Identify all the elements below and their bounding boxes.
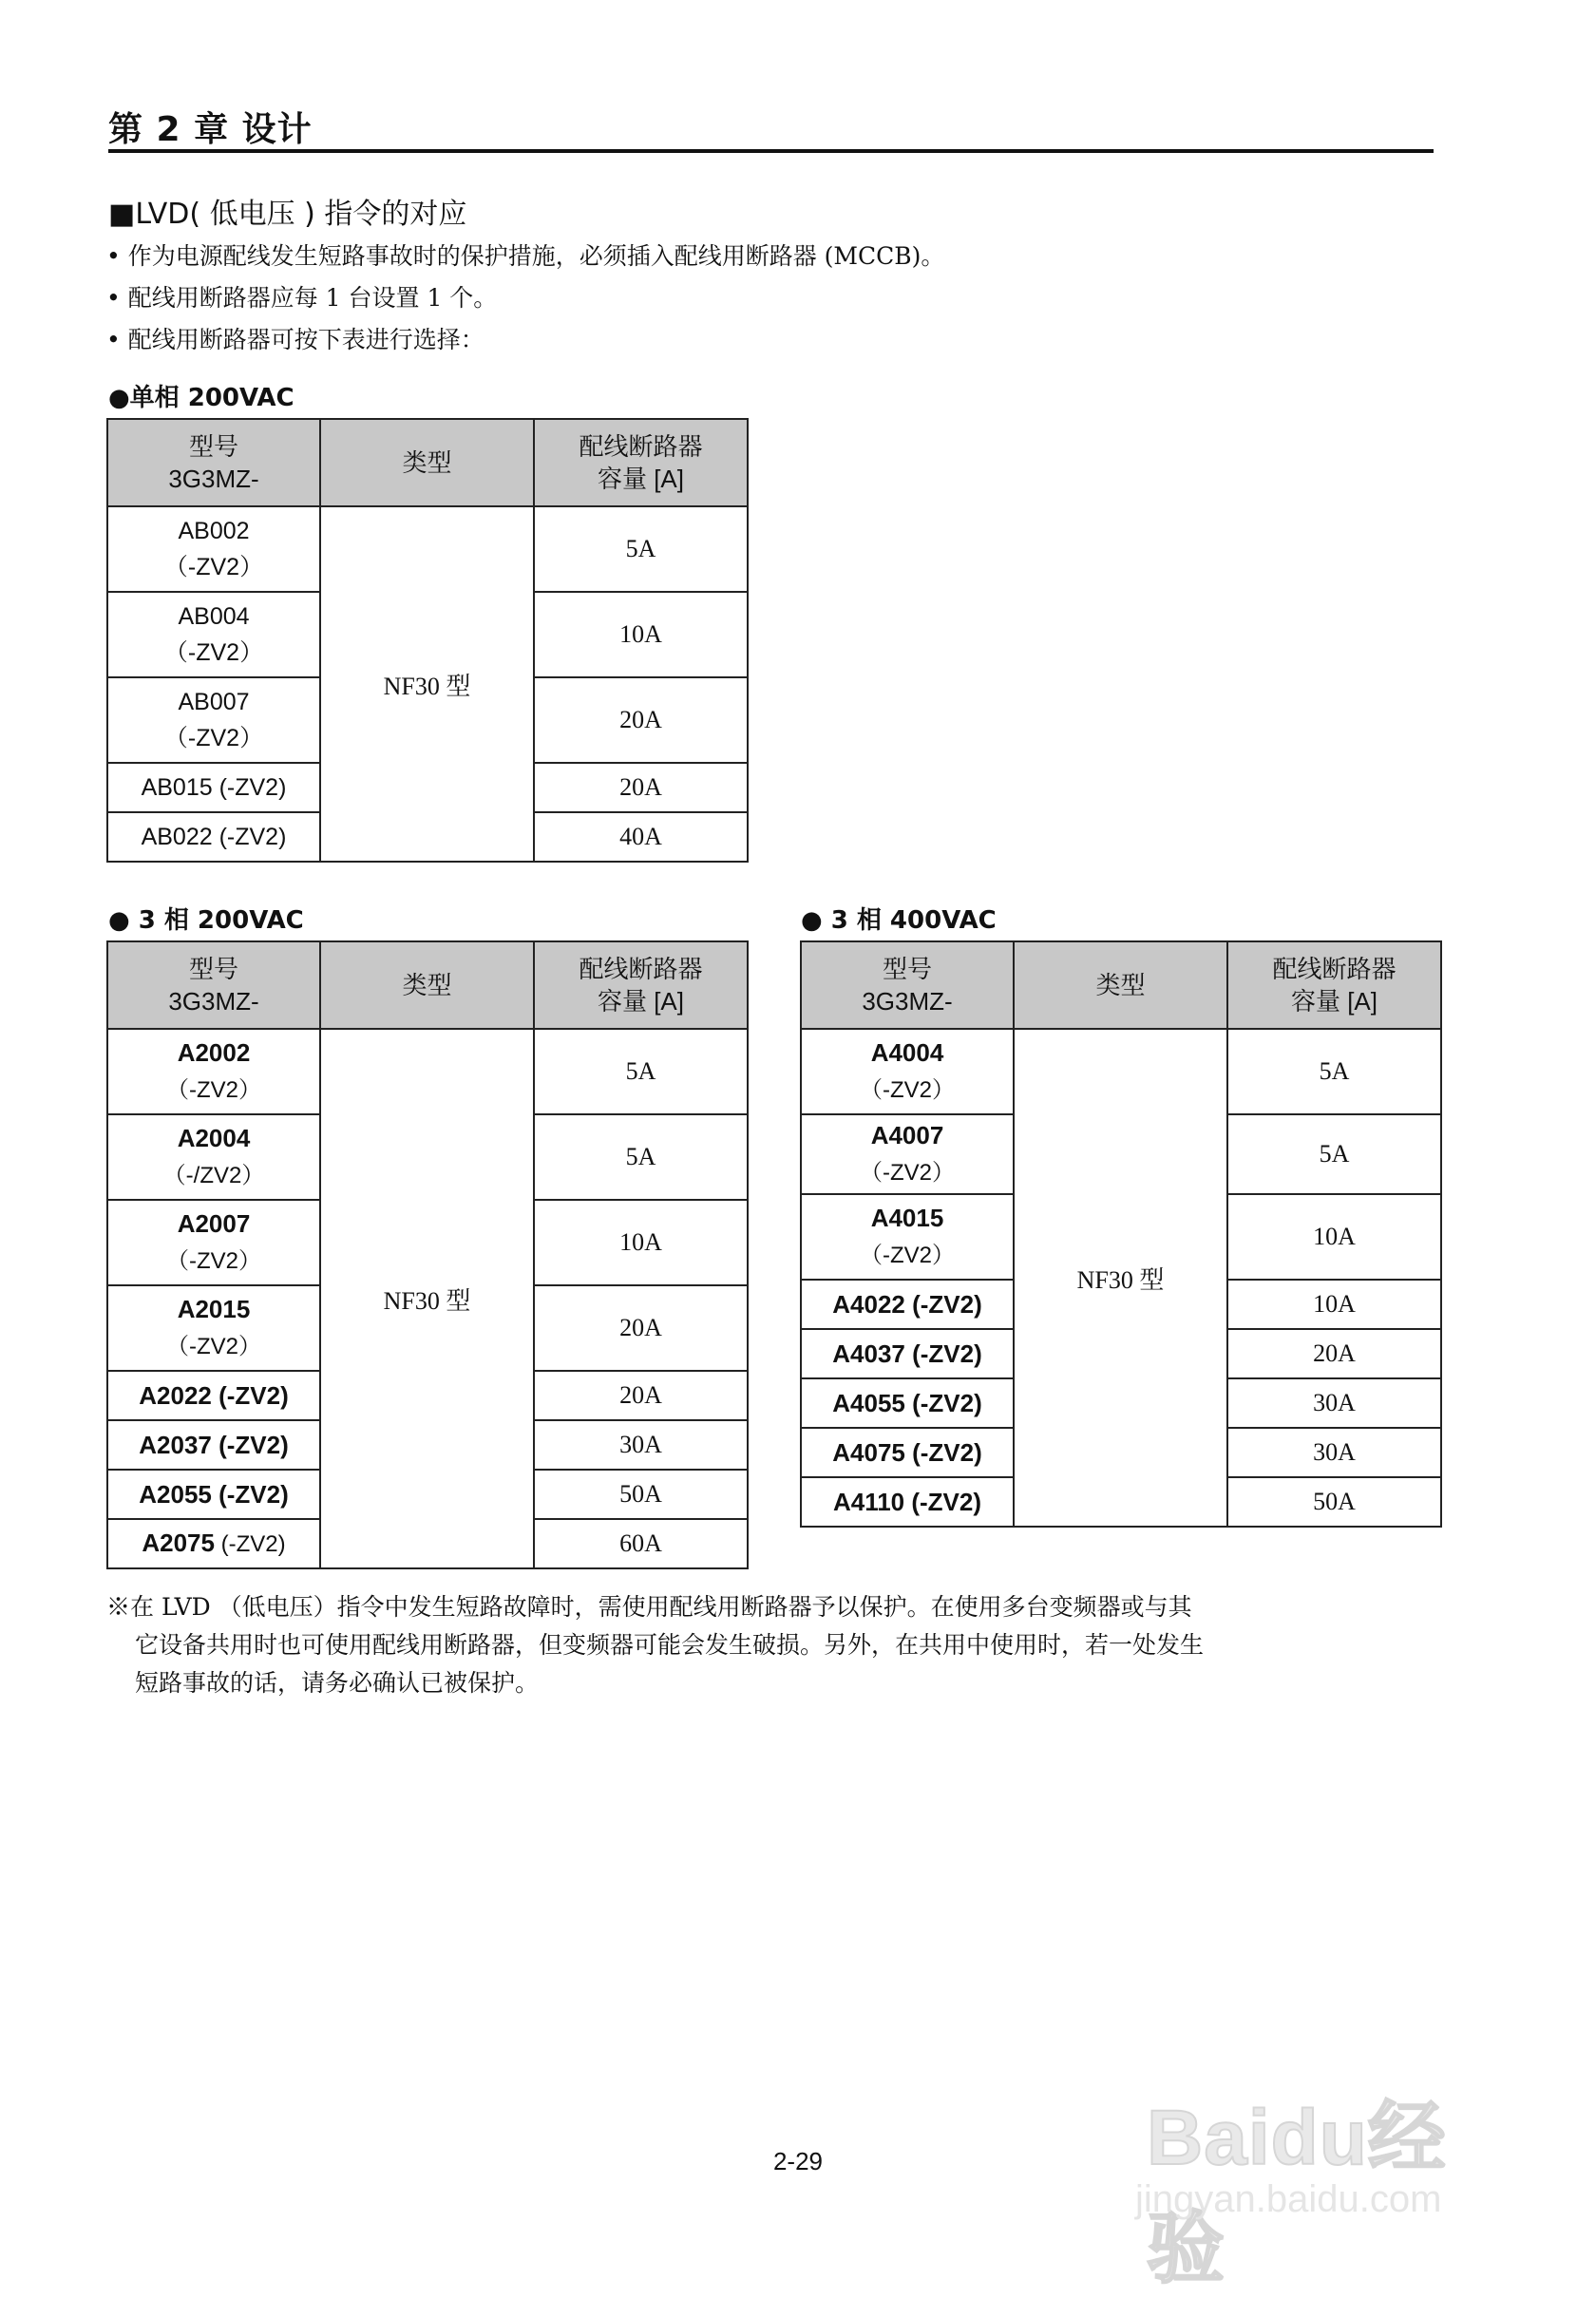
capacity-cell: 5A [534, 1029, 748, 1114]
model-cell: A2037 (-ZV2) [107, 1420, 320, 1470]
capacity-cell: 10A [534, 1200, 748, 1285]
capacity-cell: 50A [534, 1470, 748, 1519]
capacity-cell: 20A [534, 677, 748, 763]
capacity-cell: 10A [534, 592, 748, 677]
bullet-item: • 作为电源配线发生短路事故时的保护措施，必须插入配线用断路器 (MCCB)。 [106, 242, 945, 270]
bullet-list [106, 236, 944, 361]
single-phase-table [106, 418, 749, 863]
model-cell: A2002 （-ZV2） [107, 1029, 320, 1114]
model-cell: A4037 (-ZV2) [801, 1329, 1014, 1378]
model-cell: A2075 (-ZV2) [107, 1519, 320, 1568]
model-cell: A4022 (-ZV2) [801, 1280, 1014, 1329]
model-cell: AB004 （-ZV2） [107, 592, 320, 677]
type-cell: NF30 型 [320, 506, 534, 862]
footnote-line: ※在 LVD （低电压）指令中发生短路故障时，需使用配线用断路器予以保护。在使用多台变频器或与其 [106, 1593, 1192, 1621]
model-cell: A4110 (-ZV2) [801, 1477, 1014, 1527]
capacity-cell: 30A [1227, 1378, 1441, 1428]
footnote [106, 1588, 1455, 1702]
table-row [107, 1029, 748, 1114]
watermark-url: jingyan.baidu.com [1135, 2178, 1442, 2220]
type-cell: NF30 型 [320, 1029, 534, 1568]
three-phase-200-table [106, 940, 749, 1569]
capacity-cell: 5A [534, 1114, 748, 1200]
model-cell: A4075 (-ZV2) [801, 1428, 1014, 1477]
model-cell: AB007 （-ZV2） [107, 677, 320, 763]
type-header: 类型 [1014, 941, 1227, 1029]
three-phase-200-title: ● 3 相 200VAC [108, 906, 304, 935]
model-cell: AB022 (-ZV2) [107, 812, 320, 862]
capacity-header: 配线断路器 容量 [A] [534, 419, 748, 506]
model-cell: A4015 （-ZV2） [801, 1194, 1014, 1280]
model-header: 型号 3G3MZ- [107, 941, 320, 1029]
capacity-cell: 5A [1227, 1114, 1441, 1194]
capacity-cell: 50A [1227, 1477, 1441, 1527]
footnote-line: 它设备共用时也可使用配线用断路器，但变频器可能会发生破损。另外，在共用中使用时，若一处发生 [135, 1631, 1205, 1659]
capacity-cell: 30A [534, 1420, 748, 1470]
table-row [107, 506, 748, 592]
capacity-cell: 20A [1227, 1329, 1441, 1378]
capacity-cell: 20A [534, 763, 748, 812]
model-header: 型号 3G3MZ- [107, 419, 320, 506]
watermark [1135, 2076, 1515, 2292]
capacity-cell: 5A [534, 506, 748, 592]
table-row [801, 1029, 1441, 1114]
type-header: 类型 [320, 941, 534, 1029]
table-header-row [107, 941, 748, 1029]
table-header-row [107, 419, 748, 506]
model-cell: AB015 (-ZV2) [107, 763, 320, 812]
table-header-row [801, 941, 1441, 1029]
type-cell: NF30 型 [1014, 1029, 1227, 1527]
capacity-cell: 30A [1227, 1428, 1441, 1477]
type-header: 类型 [320, 419, 534, 506]
capacity-cell: 10A [1227, 1194, 1441, 1280]
model-cell: A4055 (-ZV2) [801, 1378, 1014, 1428]
three-phase-400-table [800, 940, 1442, 1528]
model-cell: A2015 （-ZV2） [107, 1285, 320, 1371]
capacity-header: 配线断路器 容量 [A] [534, 941, 748, 1029]
capacity-cell: 40A [534, 812, 748, 862]
section-title: ■LVD( 低电压 ) 指令的对应 [108, 198, 467, 231]
model-cell: A2055 (-ZV2) [107, 1470, 320, 1519]
capacity-header: 配线断路器 容量 [A] [1227, 941, 1441, 1029]
chapter-divider [108, 149, 1434, 153]
chapter-title: 第 2 章 设计 [108, 110, 313, 149]
model-cell: AB002 （-ZV2） [107, 506, 320, 592]
page-number: 2-29 [772, 2147, 824, 2175]
capacity-cell: 60A [534, 1519, 748, 1568]
capacity-cell: 20A [534, 1371, 748, 1420]
model-cell: A4007 （-ZV2） [801, 1114, 1014, 1194]
model-cell: A2007 （-ZV2） [107, 1200, 320, 1285]
bullet-item: • 配线用断路器可按下表进行选择： [106, 326, 484, 353]
model-cell: A2004 （-/ZV2） [107, 1114, 320, 1200]
three-phase-400-title: ● 3 相 400VAC [801, 906, 997, 935]
model-cell: A2022 (-ZV2) [107, 1371, 320, 1420]
capacity-cell: 5A [1227, 1029, 1441, 1114]
bullet-item: • 配线用断路器应每 1 台设置 1 个。 [106, 284, 498, 312]
footnote-line: 短路事故的话，请务必确认已被保护。 [135, 1669, 540, 1697]
single-phase-title: ●单相 200VAC [108, 384, 294, 412]
model-header: 型号 3G3MZ- [801, 941, 1014, 1029]
capacity-cell: 20A [534, 1285, 748, 1371]
model-cell: A4004 （-ZV2） [801, 1029, 1014, 1114]
capacity-cell: 10A [1227, 1280, 1441, 1329]
watermark-logo: Baidu经验 [1147, 2095, 1447, 2292]
